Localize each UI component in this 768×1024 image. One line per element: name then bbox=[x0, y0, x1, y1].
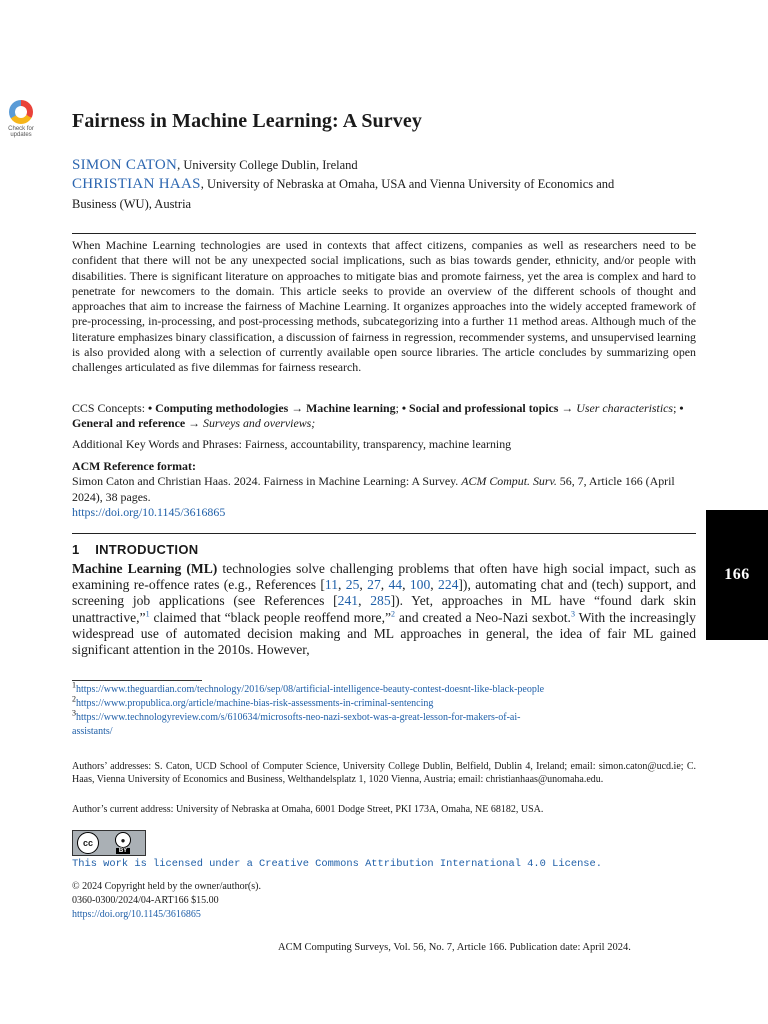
footnote-number: 2 bbox=[72, 694, 76, 704]
author-addresses: Authors’ addresses: S. Caton, UCD School of Computer Science, University College Dublin, Belfield, Dublin 4, Ireland; email: simon.caton@ucd.ie; C. Haas, Vienna University of Economics and Business, Welthandelsplatz 1, 1020 Vienna, Austria; email: christianhaas@unomaha.edu. bbox=[72, 761, 696, 785]
abstract-top-rule bbox=[72, 233, 696, 234]
author-name[interactable]: SIMON CATON bbox=[72, 157, 178, 173]
intro-text: ]). Yet, approaches in ML have “found dark skin unattractive,” bbox=[72, 593, 697, 625]
footnote-number: 3 bbox=[72, 708, 76, 718]
footnote-url[interactable]: https://www.propublica.org/article/machine-bias-risk-assessments-in-criminal-sentencing bbox=[76, 698, 434, 709]
footnote-number: 1 bbox=[72, 680, 76, 690]
section-heading bbox=[72, 542, 198, 557]
intro-lead-term: Machine Learning (ML) bbox=[72, 561, 218, 576]
ccs-separator: ; bbox=[395, 401, 402, 415]
by-label: BY bbox=[116, 848, 130, 854]
footnote-url[interactable]: https://www.technologyreview.com/s/610634/microsofts-neo-nazi-sexbot-was-a-great-lesson-for-makers-of-ai- bbox=[76, 712, 521, 723]
creative-commons-icon: cc bbox=[77, 832, 99, 854]
doi-link-bottom[interactable]: https://doi.org/10.1145/3616865 bbox=[72, 909, 201, 920]
journal-name: ACM Comput. Surv. bbox=[461, 474, 557, 489]
citation-link[interactable]: 25 bbox=[345, 577, 360, 593]
intro-text: and created a Neo-Nazi sexbot. bbox=[395, 609, 571, 625]
current-address: Author’s current address: University of Nebraska at Omaha, 6001 Dodge Street, PKI 173A, Omaha, NE 68182, USA. bbox=[72, 804, 544, 815]
ccs-concept-detail: User characteristics bbox=[576, 401, 674, 415]
footnote-url-continued[interactable]: assistants/ bbox=[72, 725, 113, 737]
crossmark-icon bbox=[9, 100, 33, 124]
citation-link[interactable]: 11 bbox=[324, 577, 339, 593]
citation-link[interactable]: 241 bbox=[337, 593, 359, 609]
citation-link[interactable]: 44 bbox=[388, 577, 403, 593]
article-number: 166 bbox=[724, 566, 750, 583]
keywords: Additional Key Words and Phrases: Fairness, accountability, transparency, machine learning bbox=[72, 437, 512, 451]
footnote bbox=[72, 680, 696, 697]
author-line-1 bbox=[72, 157, 358, 174]
check-for-updates-badge[interactable] bbox=[2, 100, 40, 138]
intro-text: With the increasingly widespread use of automated decision making and ML approaches in general, the idea of fair ML gained significant attention in the 2010s. However, bbox=[72, 609, 696, 658]
ccs-concept: • General and reference → bbox=[72, 401, 684, 431]
check-for-updates-label: Check for updates bbox=[8, 126, 34, 138]
copyright: © 2024 Copyright held by the owner/author(s). bbox=[72, 881, 261, 892]
footnote-url[interactable]: https://www.theguardian.com/technology/2016/sep/08/artificial-intelligence-beauty-contest-doesnt-like-black-people bbox=[76, 684, 545, 695]
intro-text: ]), automating chat and (tech) support, and screening job applications (see References [ bbox=[72, 577, 696, 609]
page-footer: ACM Computing Surveys, Vol. 56, No. 7, Article 166. Publication date: April 2024. bbox=[278, 942, 631, 953]
article-number-tab bbox=[706, 510, 768, 640]
cc-license-badge[interactable] bbox=[72, 830, 146, 856]
doi-link[interactable]: https://doi.org/10.1145/3616865 bbox=[72, 504, 226, 519]
citation-link[interactable]: 285 bbox=[370, 593, 391, 609]
author-line-2 bbox=[72, 176, 614, 193]
intro-text: technologies solve challenging problems that often have high social impact, such as examining re-offence rates (e.g., References [ bbox=[72, 561, 697, 593]
ccs-concept: • Computing methodologies → Machine learning bbox=[147, 401, 396, 415]
author-affiliation-continued: Business (WU), Austria bbox=[72, 197, 192, 211]
acm-reference-details: 56, 7, Article 166 (April 2024), 38 pages. bbox=[72, 474, 675, 504]
citation-link[interactable]: 27 bbox=[367, 577, 381, 593]
ccs-concept-detail: Surveys and overviews; bbox=[203, 416, 316, 431]
introduction-paragraph: Machine Learning (ML) technologies solve challenging problems that often have high social impact, such as examining re-offence rates (e.g., References [11, 25, 27, 44, 100, 224]), automating chat and (tech) support, and screening job applications (see References [241, 285]). Yet, approaches in ML have “found dark skin unattractive,”$^1$ claimed that “black people reoffend more,”$^2$ and created a Neo-Nazi sexbot.$^3$ With the increasingly widespread use of automated decision making and ML approaches in general, the idea of fair ML gained significant attention in the 2010s. However, bbox=[72, 561, 697, 658]
acm-reference-heading: ACM Reference format: bbox=[72, 459, 196, 473]
acm-reference bbox=[72, 459, 696, 520]
ccs-separator: ; bbox=[673, 401, 680, 415]
person-icon: ● bbox=[115, 832, 131, 848]
abstract: When Machine Learning technologies are used in contexts that affect citizens, companies as well as researchers need to be confident that there will not be any unexpected social implications, such as bias towards gender, ethnicity, and/or people with disabilities. There is significant literature on approaches to mitigate bias and promote fairness, yet the area is complex and hard to penetrate for newcomers to the domain. This article seeks to provide an overview of the different schools of thought and approaches that aim to increase the fairness of Machine Learning. It organizes approaches into the widely accepted framework of pre-processing, in-processing, and post-processing methods, subcategorizing into a further 11 method areas. Although much of the literature emphasizes binary classification, a discussion of fairness in regression, recommender systems, and unsupervised learning is also provided along with a selection of currently available open source libraries. The article concludes by summarizing open challenges articulated as five dilemmas for fairness research. bbox=[72, 238, 696, 375]
abstract-bottom-rule bbox=[72, 533, 696, 534]
section-number: 1 bbox=[72, 542, 80, 557]
author-affiliation: , University of Nebraska at Omaha, USA and Vienna University of Economics and bbox=[200, 177, 615, 191]
footnote bbox=[72, 708, 696, 738]
intro-text: claimed that “black people reoffend more,” bbox=[149, 609, 392, 625]
footnote-marker[interactable]: 2 bbox=[391, 609, 396, 619]
footnote-marker[interactable]: 3 bbox=[570, 609, 575, 619]
footnote bbox=[72, 694, 696, 711]
section-title: INTRODUCTION bbox=[95, 542, 199, 557]
ccs-concepts bbox=[72, 401, 696, 432]
author-affiliation: , University College Dublin, Ireland bbox=[177, 158, 358, 172]
citation-link[interactable]: 224 bbox=[438, 577, 459, 593]
acm-reference-text: Simon Caton and Christian Haas. 2024. Fairness in Machine Learning: A Survey. bbox=[72, 474, 462, 489]
footnote-rule bbox=[72, 680, 202, 681]
attribution-icon-group bbox=[115, 832, 131, 854]
author-name[interactable]: CHRISTIAN HAAS bbox=[72, 176, 201, 192]
citation-link[interactable]: 100 bbox=[409, 577, 431, 593]
ccs-label: CCS Concepts: bbox=[72, 401, 148, 415]
license-link[interactable]: This work is licensed under a Creative Commons Attribution International 4.0 License. bbox=[72, 858, 603, 870]
ccs-concept: • Social and professional topics → bbox=[401, 401, 574, 415]
issn: 0360-0300/2024/04-ART166 $15.00 bbox=[72, 895, 219, 906]
paper-title: Fairness in Machine Learning: A Survey bbox=[72, 110, 422, 132]
footnote-marker[interactable]: 1 bbox=[145, 609, 150, 619]
